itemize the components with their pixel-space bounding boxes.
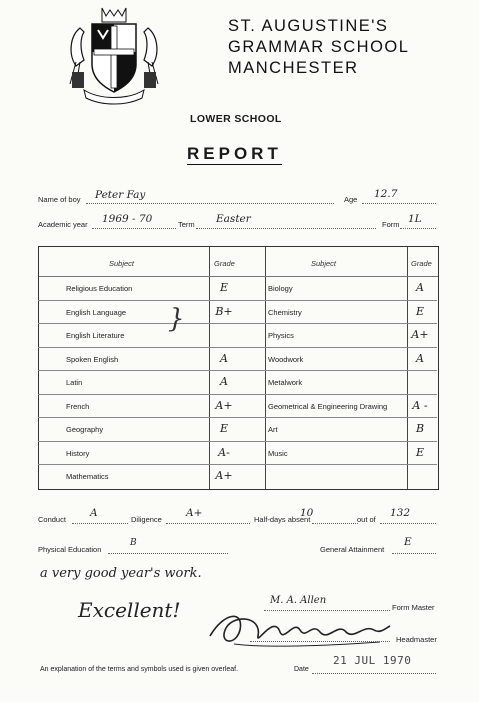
date-label: Date [294,666,309,673]
subject-name: English Language [66,307,127,317]
row-divider [38,441,437,442]
conduct-label: Conduct [38,515,66,524]
outof-value: 132 [390,507,411,519]
subject-grade: A+ [215,469,233,482]
row-divider [38,347,437,348]
subject-header-right: Subject [311,259,337,268]
subject-grade: A - [412,398,428,412]
subject-grade: E [219,281,229,294]
subject-name: Geometrical & Engineering Drawing [268,401,388,411]
age-label: Age [344,195,358,204]
diligence-label: Diligence [131,515,162,524]
row-divider [38,300,437,301]
subject-grade: E [415,445,425,459]
form-value: 1L [408,213,422,225]
subject-name: Art [268,425,278,434]
explanation-note: An explanation of the terms and symbols used is given overleaf. [40,666,239,673]
date-line [312,673,436,674]
header-divider [39,276,438,277]
subject-name: Woodwork [268,354,304,364]
brace-mark: } [168,303,185,334]
subject-grade: B+ [215,304,233,318]
row-divider [38,417,437,418]
age-line [362,203,436,204]
grade-header-right: Grade [411,259,432,268]
term-value: Easter [216,213,251,225]
row-divider [38,370,437,371]
pe-value: B [130,538,137,548]
date-stamp: 21 JUL 1970 [333,654,412,667]
conduct-line [72,523,128,524]
subject-name: Physics [268,331,294,340]
grade-header-left: Grade [214,259,235,268]
halfdays-label: Half-days absent [254,515,311,524]
subject-grade: A [220,351,228,365]
name-value: Peter Fay [95,189,146,201]
halfdays-line [312,523,358,524]
column-divider [209,247,210,489]
subject-name: Religious Education [66,284,133,293]
subject-grade: A [220,375,228,388]
subject-grade: A [416,281,424,294]
name-line [86,203,334,204]
subject-grade: B [415,422,425,435]
headmaster-label: Headmaster [396,635,437,644]
general-attainment-value: E [404,536,412,548]
name-label: Name of boy [38,195,81,204]
academic-year-line [92,228,176,229]
column-divider [265,247,266,489]
form-master-label: Form Master [392,603,435,612]
term-label: Term [178,220,195,229]
diligence-line [166,523,250,524]
subject-grade: A [416,351,424,365]
subject-name: Geography [66,425,104,434]
headmaster-line [250,641,390,642]
report-title: REPORT [187,144,282,163]
subject-name: Latin [66,378,83,387]
row-divider [38,394,437,395]
form-label: Form [382,220,400,229]
outof-line [380,523,436,524]
subject-grade: E [219,422,229,435]
subject-grade: A+ [215,398,233,412]
row-divider [38,323,437,324]
pe-line [108,553,228,554]
subject-name: Spoken English [66,354,119,364]
subject-grade: A+ [411,328,429,341]
age-value: 12.7 [374,188,398,200]
subject-name: Music [268,448,288,458]
teacher-comment: a very good year's work. [40,566,202,581]
row-divider [38,464,437,465]
academic-year-value: 1969 - 70 [102,213,153,225]
academic-year-label: Academic year [38,220,88,229]
general-attainment-label: General Attainment [320,545,385,554]
school-crest-icon [66,6,162,106]
school-name-line1: ST. AUGUSTINE'S [228,17,389,35]
halfdays-value: 10 [300,507,314,519]
subject-name: Mathematics [66,472,109,481]
subject-name: Chemistry [268,307,302,317]
subject-grade: A- [218,445,230,459]
headmaster-remark: Excellent! [78,598,181,622]
subject-name: Metalwork [268,378,303,387]
form-master-signature: M. A. Allen [270,595,327,606]
subject-grade: E [415,304,425,318]
school-name-line3: MANCHESTER [228,59,359,77]
term-line [196,228,376,229]
pe-label: Physical Education [38,545,102,554]
subject-header-left: Subject [109,259,135,268]
subject-name: History [66,448,90,458]
headmaster-signature-icon [204,606,394,650]
conduct-value: A [90,507,98,519]
subject-name: English Literature [66,331,125,340]
section-title: LOWER SCHOOL [190,113,282,125]
general-attainment-line [392,553,436,554]
subject-name: French [66,401,90,411]
subjects-table [38,246,439,490]
subject-name: Biology [268,284,293,293]
outof-label: out of [357,515,376,524]
form-line [400,228,436,229]
school-name-line2: GRAMMAR SCHOOL [228,38,410,56]
diligence-value: A+ [186,507,203,519]
